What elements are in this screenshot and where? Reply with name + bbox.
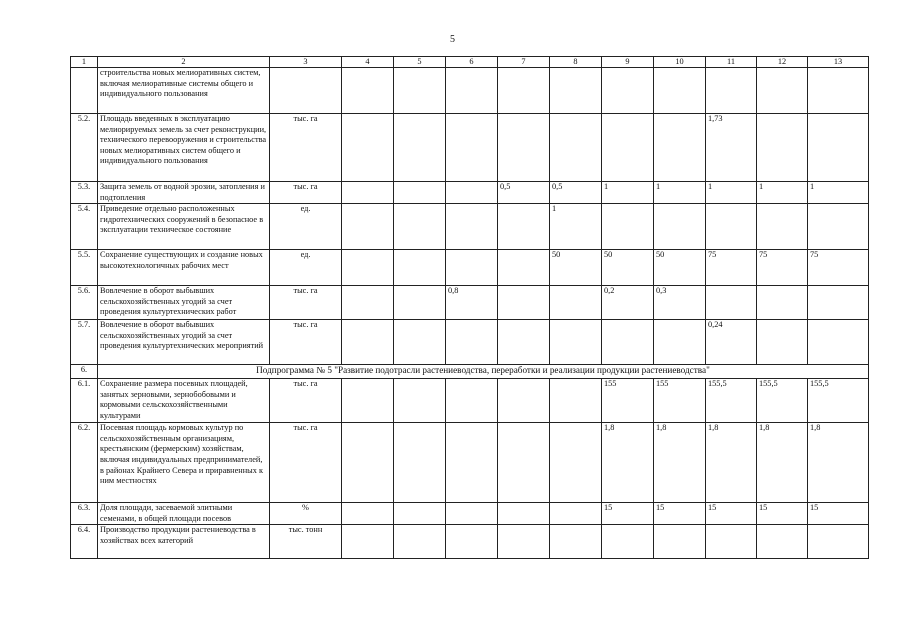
unit-cell: ед. <box>270 204 342 250</box>
value-cell <box>342 423 394 503</box>
value-cell <box>550 286 602 320</box>
value-cell <box>342 204 394 250</box>
value-cell <box>550 503 602 525</box>
column-header: 5 <box>394 57 446 68</box>
row-number: 6.3. <box>71 503 98 525</box>
value-cell: 1,73 <box>706 114 757 182</box>
value-cell <box>654 204 706 250</box>
value-cell: 1 <box>706 182 757 204</box>
row-number: 6.2. <box>71 423 98 503</box>
value-cell <box>654 114 706 182</box>
value-cell <box>394 423 446 503</box>
value-cell <box>394 250 446 286</box>
value-cell: 155,5 <box>757 379 808 423</box>
row-number <box>71 68 98 114</box>
value-cell: 1 <box>654 182 706 204</box>
value-cell <box>446 250 498 286</box>
unit-cell: тыс. га <box>270 182 342 204</box>
value-cell <box>808 286 869 320</box>
row-number: 5.2. <box>71 114 98 182</box>
row-number: 6.4. <box>71 525 98 559</box>
value-cell <box>446 114 498 182</box>
value-cell <box>654 525 706 559</box>
column-header: 3 <box>270 57 342 68</box>
value-cell: 0,5 <box>498 182 550 204</box>
table-row <box>71 379 869 423</box>
value-cell <box>394 204 446 250</box>
value-cell <box>342 182 394 204</box>
value-cell <box>550 114 602 182</box>
column-header: 9 <box>602 57 654 68</box>
value-cell <box>808 320 869 365</box>
value-cell <box>757 114 808 182</box>
value-cell <box>498 525 550 559</box>
value-cell <box>706 525 757 559</box>
value-cell <box>550 423 602 503</box>
value-cell <box>342 379 394 423</box>
value-cell <box>394 286 446 320</box>
value-cell <box>550 379 602 423</box>
value-cell: 15 <box>808 503 869 525</box>
value-cell: 0,8 <box>446 286 498 320</box>
indicator-name: строительства новых мелиоративных систем, включая мелиоративные системы общего и индивидуального пользования <box>98 68 270 114</box>
indicator-name: Производство продукции растениеводства в хозяйствах всех категорий <box>98 525 270 559</box>
value-cell <box>757 204 808 250</box>
unit-cell: тыс. га <box>270 423 342 503</box>
value-cell <box>757 286 808 320</box>
table-row <box>71 320 869 365</box>
value-cell: 50 <box>602 250 654 286</box>
value-cell <box>654 320 706 365</box>
value-cell: 1 <box>757 182 808 204</box>
row-number: 5.7. <box>71 320 98 365</box>
row-number: 5.5. <box>71 250 98 286</box>
row-number: 5.3. <box>71 182 98 204</box>
subprogram-row <box>71 365 869 379</box>
column-header: 4 <box>342 57 394 68</box>
value-cell: 1,8 <box>654 423 706 503</box>
value-cell <box>498 114 550 182</box>
value-cell <box>602 320 654 365</box>
table-row <box>71 423 869 503</box>
value-cell <box>394 114 446 182</box>
value-cell: 1,8 <box>706 423 757 503</box>
value-cell <box>342 503 394 525</box>
unit-cell <box>270 68 342 114</box>
value-cell <box>757 525 808 559</box>
value-cell <box>342 286 394 320</box>
value-cell: 75 <box>757 250 808 286</box>
value-cell <box>498 204 550 250</box>
value-cell <box>394 68 446 114</box>
value-cell: 50 <box>654 250 706 286</box>
value-cell <box>446 182 498 204</box>
column-header: 6 <box>446 57 498 68</box>
value-cell <box>808 204 869 250</box>
value-cell <box>602 204 654 250</box>
value-cell <box>446 379 498 423</box>
value-cell <box>498 503 550 525</box>
value-cell: 155,5 <box>808 379 869 423</box>
value-cell <box>342 114 394 182</box>
table-row <box>71 286 869 320</box>
value-cell <box>446 68 498 114</box>
value-cell <box>394 525 446 559</box>
value-cell <box>654 68 706 114</box>
value-cell <box>602 114 654 182</box>
unit-cell: % <box>270 503 342 525</box>
indicator-name: Сохранение размера посевных площадей, занятых зерновыми, зернобобовыми и кормовыми сельскохозяйственными культурами <box>98 379 270 423</box>
value-cell <box>550 68 602 114</box>
row-number: 6.1. <box>71 379 98 423</box>
value-cell <box>706 204 757 250</box>
table-row <box>71 182 869 204</box>
column-header: 12 <box>757 57 808 68</box>
table-row <box>71 68 869 114</box>
unit-cell: тыс. га <box>270 114 342 182</box>
value-cell <box>808 114 869 182</box>
column-header: 8 <box>550 57 602 68</box>
value-cell: 75 <box>706 250 757 286</box>
unit-cell: тыс. га <box>270 286 342 320</box>
value-cell <box>498 379 550 423</box>
value-cell <box>550 525 602 559</box>
value-cell <box>757 68 808 114</box>
value-cell <box>808 68 869 114</box>
value-cell <box>446 503 498 525</box>
value-cell <box>394 320 446 365</box>
table-row <box>71 503 869 525</box>
value-cell <box>757 320 808 365</box>
row-number: 5.6. <box>71 286 98 320</box>
value-cell <box>550 320 602 365</box>
column-header: 11 <box>706 57 757 68</box>
value-cell: 155 <box>602 379 654 423</box>
column-header: 10 <box>654 57 706 68</box>
value-cell <box>394 182 446 204</box>
value-cell: 155 <box>654 379 706 423</box>
indicator-name: Приведение отдельно расположенных гидротехнических сооружений в безопасное в эксплуатации техническое состояние <box>98 204 270 250</box>
value-cell: 155,5 <box>706 379 757 423</box>
value-cell <box>498 68 550 114</box>
header-row <box>71 57 869 68</box>
value-cell: 15 <box>654 503 706 525</box>
value-cell: 1,8 <box>757 423 808 503</box>
table-row <box>71 204 869 250</box>
unit-cell: тыс. тонн <box>270 525 342 559</box>
value-cell: 1 <box>550 204 602 250</box>
row-number: 5.4. <box>71 204 98 250</box>
value-cell: 50 <box>550 250 602 286</box>
indicator-name: Посевная площадь кормовых культур по сельскохозяйственным организациям, крестьянским (фермерским) хозяйствам, включая индивидуальных предпринимателей, в районах Крайнего Севера и приравненных к ним местностях <box>98 423 270 503</box>
unit-cell: тыс. га <box>270 379 342 423</box>
indicator-name: Вовлечение в оборот выбывших сельскохозяйственных угодий за счет проведения культуртехнических мероприятий <box>98 320 270 365</box>
table-row <box>71 525 869 559</box>
value-cell <box>342 320 394 365</box>
value-cell: 1,8 <box>602 423 654 503</box>
value-cell: 0,3 <box>654 286 706 320</box>
value-cell <box>808 525 869 559</box>
value-cell <box>342 68 394 114</box>
indicator-name: Сохранение существующих и создание новых высокотехнологичных рабочих мест <box>98 250 270 286</box>
table-row <box>71 114 869 182</box>
value-cell <box>342 250 394 286</box>
column-header: 13 <box>808 57 869 68</box>
value-cell <box>446 423 498 503</box>
value-cell <box>446 320 498 365</box>
value-cell: 15 <box>706 503 757 525</box>
value-cell <box>394 379 446 423</box>
value-cell: 0,5 <box>550 182 602 204</box>
indicator-name: Доля площади, засеваемой элитными семенами, в общей площади посевов <box>98 503 270 525</box>
value-cell <box>446 204 498 250</box>
value-cell <box>498 423 550 503</box>
value-cell: 0,24 <box>706 320 757 365</box>
value-cell <box>706 68 757 114</box>
value-cell <box>394 503 446 525</box>
unit-cell: тыс. га <box>270 320 342 365</box>
value-cell <box>602 525 654 559</box>
value-cell <box>706 286 757 320</box>
value-cell: 1 <box>602 182 654 204</box>
value-cell <box>498 250 550 286</box>
page-number: 5 <box>450 34 455 45</box>
column-header: 1 <box>71 57 98 68</box>
column-header: 2 <box>98 57 270 68</box>
indicator-name: Вовлечение в оборот выбывших сельскохозяйственных угодий за счет проведения культуртехнических работ <box>98 286 270 320</box>
value-cell <box>342 525 394 559</box>
value-cell <box>446 525 498 559</box>
row-number: 6. <box>71 365 98 379</box>
value-cell <box>498 320 550 365</box>
indicator-name: Защита земель от водной эрозии, затопления и подтопления <box>98 182 270 204</box>
value-cell: 1,8 <box>808 423 869 503</box>
value-cell: 1 <box>808 182 869 204</box>
value-cell <box>498 286 550 320</box>
value-cell: 15 <box>757 503 808 525</box>
value-cell: 15 <box>602 503 654 525</box>
table-row <box>71 250 869 286</box>
value-cell: 0,2 <box>602 286 654 320</box>
unit-cell: ед. <box>270 250 342 286</box>
column-header: 7 <box>498 57 550 68</box>
indicators-table <box>70 56 869 559</box>
value-cell: 75 <box>808 250 869 286</box>
indicator-name: Площадь введенных в эксплуатацию мелиорируемых земель за счет реконструкции, технического перевооружения и строительства новых мелиоративных систем общего и индивидуального пользования <box>98 114 270 182</box>
value-cell <box>602 68 654 114</box>
subprogram-title: Подпрограмма № 5 "Развитие подотрасли растениеводства, переработки и реализации продукции растениеводства" <box>98 365 869 379</box>
